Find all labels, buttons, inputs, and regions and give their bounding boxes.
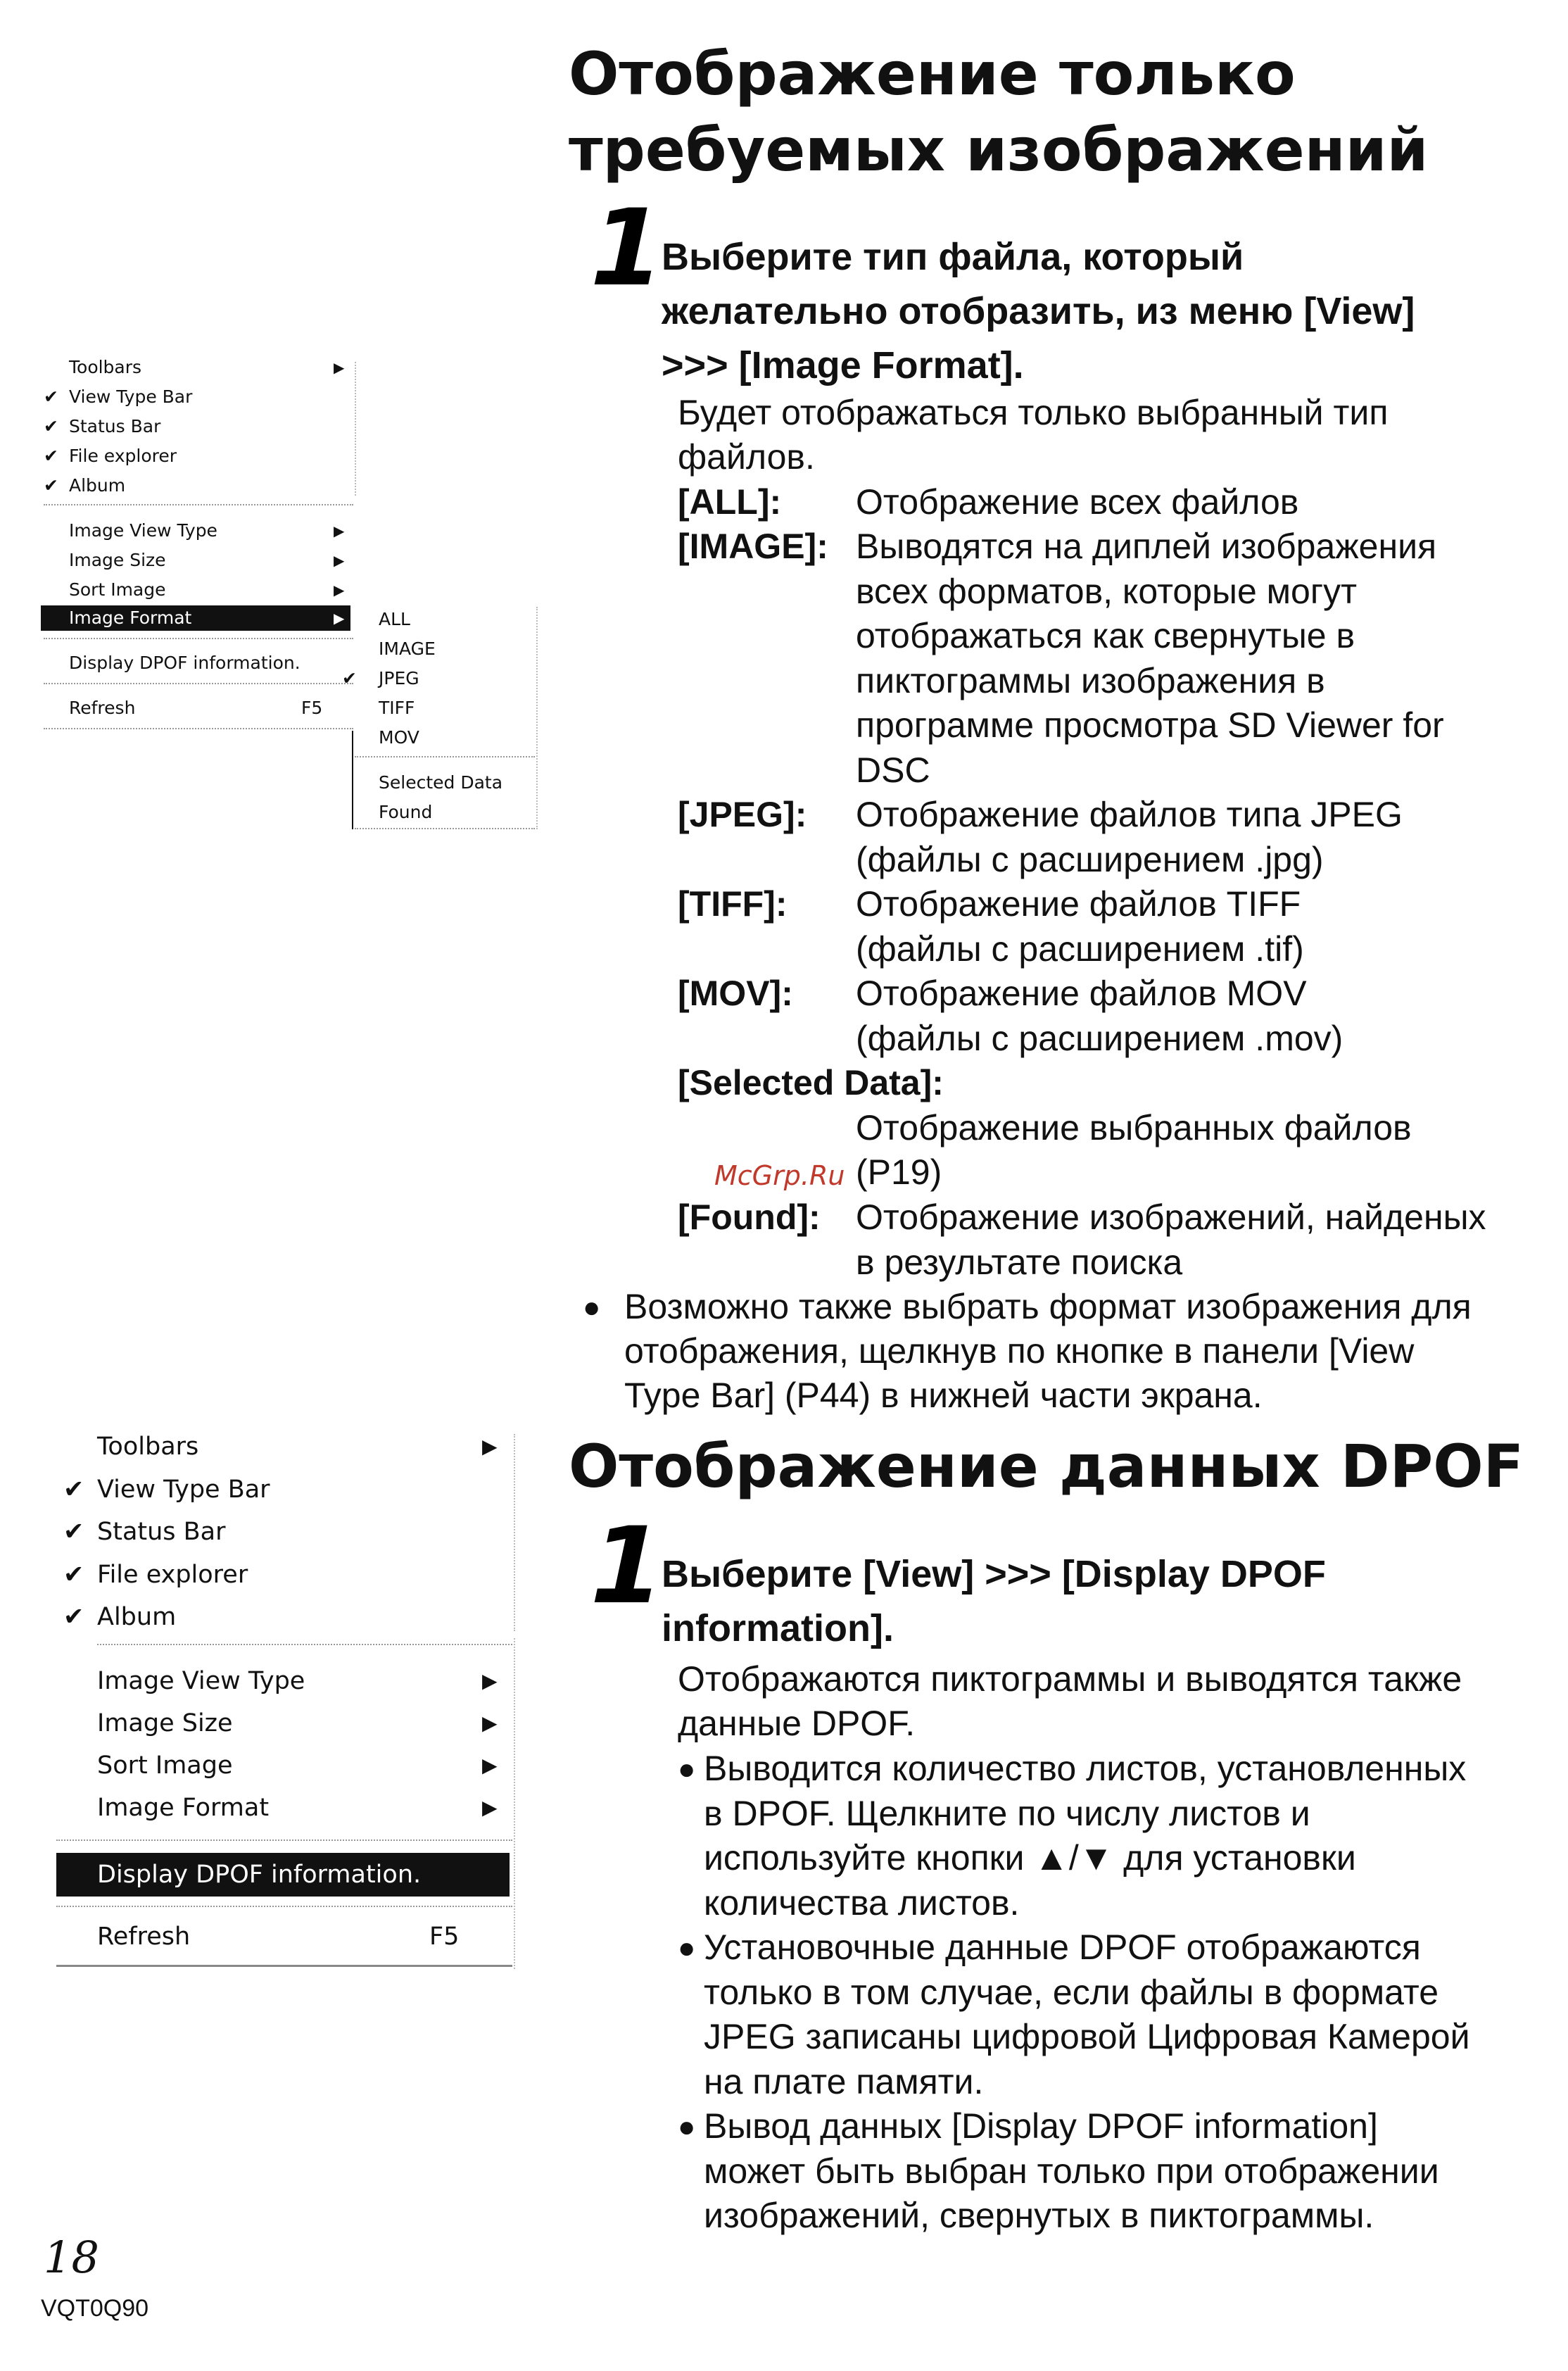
menu-item-label: Status Bar (69, 416, 161, 436)
note-bullet: ● (583, 1290, 601, 1323)
definition-line: (P19) (856, 1152, 942, 1192)
menu-item-label: Display DPOF information. (69, 653, 301, 673)
menu-item-image-format[interactable] (41, 605, 350, 631)
menu-item-label: Image View Type (97, 1667, 305, 1695)
menu-separator (44, 683, 353, 684)
menu-item-label: Album (97, 1603, 177, 1631)
definition-line: Отображение файлов MOV (856, 974, 1307, 1013)
menu-item-label: TIFF (379, 698, 415, 718)
menu-item-label: File explorer (97, 1561, 248, 1589)
menu-separator (355, 756, 535, 757)
bullet-mark: ● (678, 2110, 696, 2143)
bullet-line: Выводится количество листов, установленных (704, 1749, 1467, 1788)
menu-item-display-dpof[interactable] (56, 1853, 510, 1897)
bullet-item (704, 1925, 1470, 2104)
view-menu-small (41, 355, 358, 735)
check-icon: ✔ (342, 668, 357, 688)
menu-item-file-explorer[interactable] (41, 444, 350, 469)
bullet-line: может быть выбран только при отображении (704, 2151, 1439, 2191)
view-menu-large (56, 1427, 521, 1976)
menu-item-label: Image Format (97, 1794, 270, 1822)
definition-line: (файлы с расширением .jpg) (856, 839, 1324, 879)
menu-item-view-type-bar[interactable] (41, 384, 350, 410)
submenu-arrow-icon: ▶ (334, 552, 345, 569)
section1-intro-line1: Будет отображаться только выбранный тип (678, 393, 1389, 432)
definition-term: [Found]: (678, 1197, 821, 1237)
bullet-line: используйте кнопки ▲/▼ для установки (704, 1838, 1356, 1878)
check-icon: ✔ (44, 386, 58, 407)
menu-item-label: Status Bar (97, 1518, 226, 1546)
definition-desc (856, 480, 1298, 525)
menu-item-label: MOV (379, 727, 419, 748)
menu-shortcut: F5 (301, 698, 323, 718)
menu-item-label: Image Size (69, 550, 166, 570)
submenu-border (536, 607, 538, 829)
menu-separator (56, 1965, 512, 1967)
menu-separator (97, 1644, 512, 1645)
definition-desc (856, 1106, 1412, 1195)
section2-intro-line2: данные DPOF. (678, 1704, 916, 1743)
menu-item-label: Refresh (69, 698, 136, 718)
definition-line: DSC (856, 750, 930, 790)
menu-item-label: JPEG (379, 668, 419, 688)
menu-item-label: Sort Image (97, 1751, 233, 1780)
menu-separator (44, 638, 353, 639)
check-icon: ✔ (63, 1476, 84, 1504)
menu-separator (44, 728, 353, 729)
menu-item-refresh[interactable] (56, 1917, 514, 1956)
menu-item-album[interactable] (41, 473, 350, 498)
definition-desc (856, 1195, 1486, 1285)
menu-item-label: IMAGE (379, 639, 436, 659)
menu-item-label: View Type Bar (97, 1476, 270, 1504)
section2-step-number: 1 (576, 1505, 676, 1628)
page-number: 18 (44, 2232, 99, 2283)
submenu-arrow-icon: ▶ (482, 1796, 498, 1819)
definition-line: в результате поиска (856, 1242, 1183, 1282)
submenu-arrow-icon: ▶ (334, 610, 345, 627)
check-icon: ✔ (63, 1518, 84, 1546)
bullet-item (704, 1747, 1466, 1925)
menu-item-label: ALL (379, 609, 410, 629)
definition-desc (856, 793, 1403, 882)
bullet-line: на плате памяти. (704, 2061, 984, 2101)
submenu-item-mov[interactable] (352, 725, 429, 750)
definition-term: [JPEG]: (678, 795, 807, 834)
submenu-arrow-icon: ▶ (482, 1711, 498, 1735)
submenu-arrow-icon: ▶ (482, 1754, 498, 1777)
definition-line: Отображение всех файлов (856, 482, 1299, 522)
definition-line: (файлы с расширением .tif) (856, 929, 1304, 969)
definition-term: [TIFF]: (678, 884, 788, 924)
definition-term: [Selected Data]: (678, 1063, 944, 1102)
check-icon: ✔ (44, 475, 58, 496)
menu-item-display-dpof[interactable] (41, 650, 350, 676)
submenu-item-all[interactable] (352, 607, 429, 632)
definition-line: (файлы с расширением .mov) (856, 1018, 1343, 1058)
menu-item-file-explorer[interactable] (56, 1555, 514, 1595)
note-line2: отображения, щелкнув по кнопке в панели [View (624, 1331, 1415, 1371)
menu-item-toolbars[interactable] (41, 355, 350, 380)
submenu-item-selected-data[interactable] (352, 770, 528, 795)
note-line1: Возможно также выбрать формат изображения для (624, 1287, 1472, 1326)
definition-line: отображаться как свернутые в (856, 616, 1355, 655)
section1-step-line1: Выберите тип файла, который (662, 236, 1244, 278)
check-icon: ✔ (63, 1603, 84, 1631)
menu-separator (44, 504, 353, 505)
definition-line: Выводятся на диплей изображения (856, 527, 1437, 566)
document-code: VQT0Q90 (41, 2295, 149, 2322)
menu-item-sort-image[interactable] (41, 577, 350, 603)
submenu-item-tiff[interactable] (352, 696, 429, 721)
menu-item-label: Toolbars (69, 357, 142, 377)
definition-line: Отображение изображений, найденых (856, 1197, 1486, 1237)
menu-item-label: Image Format (69, 608, 192, 628)
definition-line: программе просмотра SD Viewer for (856, 705, 1444, 745)
definition-term: [MOV]: (678, 974, 793, 1013)
submenu-item-jpeg[interactable] (338, 666, 419, 691)
menu-border (355, 362, 356, 496)
menu-item-image-view-type[interactable] (41, 518, 350, 543)
definition-line: Отображение выбранных файлов (856, 1107, 1412, 1147)
section1-intro-line2: файлов. (678, 437, 815, 477)
menu-item-label: File explorer (69, 446, 177, 466)
definition-desc (856, 882, 1304, 971)
menu-item-label: Found (379, 802, 433, 822)
definition-desc (856, 971, 1343, 1061)
submenu-arrow-icon: ▶ (334, 359, 345, 376)
definition-line: Отображение файлов TIFF (856, 884, 1301, 924)
image-format-submenu (342, 607, 542, 831)
section1-step-number: 1 (576, 187, 676, 310)
menu-item-status-bar[interactable] (41, 414, 350, 439)
menu-item-label: Toolbars (97, 1433, 199, 1461)
bullet-line: только в том случае, если файлы в формате (704, 1972, 1439, 2012)
menu-item-image-format[interactable] (56, 1788, 514, 1828)
submenu-item-image[interactable] (352, 636, 436, 662)
menu-item-album[interactable] (56, 1597, 514, 1637)
menu-item-image-view-type[interactable] (56, 1661, 514, 1701)
definition-line: пиктограммы изображения в (856, 660, 1325, 700)
bullet-item (704, 2104, 1439, 2239)
section1-step-line3: >>> [Image Format]. (662, 344, 1024, 386)
bullet-line: количества листов. (704, 1882, 1020, 1923)
menu-item-label: Display DPOF information. (97, 1861, 422, 1889)
definition-term: [IMAGE]: (678, 527, 828, 566)
definition-line: Отображение файлов типа JPEG (856, 795, 1403, 834)
menu-item-label: Image Size (97, 1709, 233, 1737)
check-icon: ✔ (44, 446, 58, 466)
menu-item-label: Image View Type (69, 520, 217, 541)
bullet-mark: ● (678, 1931, 696, 1964)
check-icon: ✔ (63, 1561, 84, 1589)
menu-item-label: Selected Data (379, 772, 503, 793)
menu-border (514, 1638, 515, 1969)
menu-separator (355, 828, 535, 829)
submenu-arrow-icon: ▶ (334, 581, 345, 598)
section1-title-line2: требуемых изображений (569, 115, 1429, 184)
menu-item-image-size[interactable] (41, 548, 350, 573)
submenu-arrow-icon: ▶ (482, 1435, 498, 1458)
menu-item-label: View Type Bar (69, 386, 193, 407)
section2-intro-line1: Отображаются пиктограммы и выводятся также (678, 1659, 1462, 1699)
watermark-text: McGrp.Ru (714, 1160, 845, 1191)
definition-term: [ALL]: (678, 482, 782, 522)
section1-step-line2: желательно отобразить, из меню [View] (662, 290, 1415, 332)
submenu-arrow-icon: ▶ (482, 1669, 498, 1692)
bullet-mark: ● (678, 1752, 696, 1785)
menu-shortcut: F5 (429, 1923, 460, 1951)
note-line3: Type Bar] (P44) в нижней части экрана. (624, 1376, 1263, 1415)
menu-item-image-size[interactable] (56, 1704, 514, 1743)
menu-item-label: Sort Image (69, 579, 166, 600)
bullet-line: JPEG записаны цифровой Цифровая Камерой (704, 2017, 1470, 2056)
submenu-item-found[interactable] (352, 800, 433, 825)
check-icon: ✔ (44, 416, 58, 436)
definition-desc (856, 524, 1444, 793)
submenu-arrow-icon: ▶ (334, 522, 345, 539)
section2-title: Отображение данных DPOF (569, 1432, 1524, 1501)
menu-item-label: Refresh (97, 1923, 191, 1951)
menu-item-status-bar[interactable] (56, 1512, 514, 1552)
menu-item-toolbars[interactable] (56, 1427, 514, 1466)
menu-separator (56, 1839, 512, 1841)
menu-item-label: Album (69, 475, 126, 496)
bullet-line: Установочные данные DPOF отображаются (704, 1927, 1421, 1967)
section2-step-line1: Выберите [View] >>> [Display DPOF (662, 1553, 1326, 1595)
menu-border (514, 1434, 515, 1631)
menu-item-refresh[interactable] (41, 696, 350, 721)
definition-line: всех форматов, которые могут (856, 571, 1357, 611)
section2-step-line2: information]. (662, 1607, 894, 1649)
section1-title-line1: Отображение только (569, 39, 1296, 108)
bullet-line: изображений, свернутых в пиктограммы. (704, 2196, 1374, 2235)
menu-item-view-type-bar[interactable] (56, 1470, 514, 1509)
menu-separator (56, 1906, 512, 1907)
bullet-line: в DPOF. Щелкните по числу листов и (704, 1793, 1310, 1833)
bullet-line: Вывод данных [Display DPOF information] (704, 2106, 1378, 2146)
menu-item-sort-image[interactable] (56, 1746, 514, 1785)
